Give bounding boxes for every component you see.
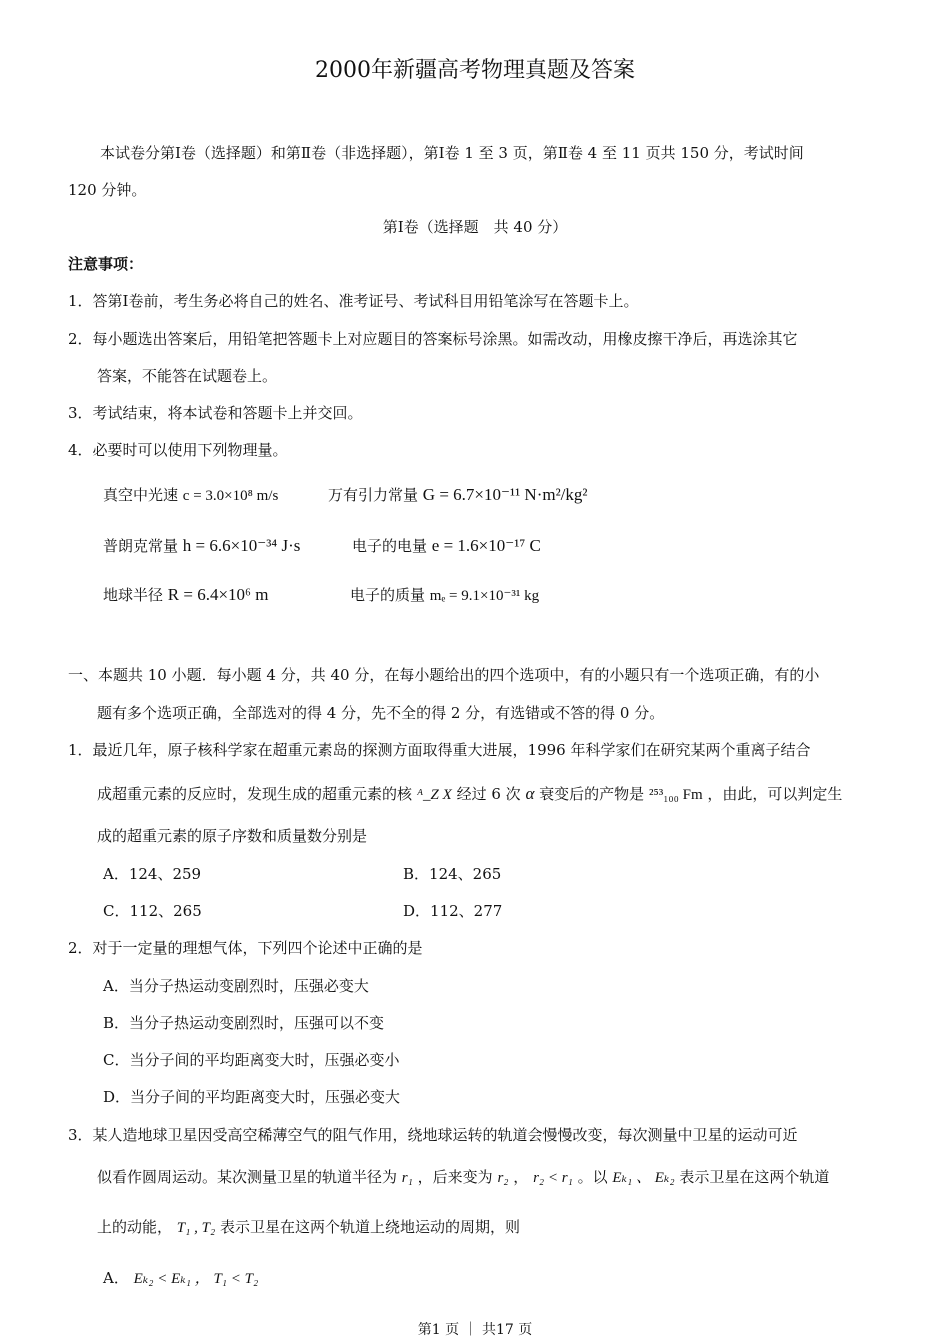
constant-me-label: 电子的质量 xyxy=(350,586,426,604)
q1-text: 成超重元素的反应时，发现生成的超重元素的核 xyxy=(97,785,413,803)
q3-text: 。以 xyxy=(577,1168,608,1186)
note-item: 4．必要时可以使用下列物理量。 xyxy=(68,441,288,459)
q3-text: ，后来变为 xyxy=(417,1168,493,1186)
q3-line-1: 3．某人造地球卫星因受高空稀薄空气的阻气作用，绕地球运转的轨道会慢慢改变，每次测量中卫星的运动可近 xyxy=(68,1126,798,1144)
r1-symbol: r₁ xyxy=(401,1170,413,1186)
constant-me xyxy=(350,586,539,605)
constant-e xyxy=(352,536,541,556)
fm-symbol: ²⁵³₁₀₀ Fm xyxy=(648,787,703,803)
constant-R-label: 地球半径 xyxy=(103,586,164,604)
q2-option-c: C．当分子间的平均距离变大时，压强必变小 xyxy=(103,1051,400,1069)
constant-h xyxy=(103,536,300,556)
q1-line-1: 1．最近几年，原子核科学家在超重元素岛的探测方面取得重大进展，1996 年科学家们在研究某两个重离子结合 xyxy=(68,741,811,759)
q1-text: 衰变后的产物是 xyxy=(539,785,645,803)
q3-option-a-math: Eₖ₂ < Eₖ₁ ， T₁ < T₂ xyxy=(133,1271,259,1287)
q2-option-b: B．当分子热运动变剧烈时，压强可以不变 xyxy=(103,1014,385,1032)
constant-e-value: e = 1.6×10⁻¹⁷ C xyxy=(431,536,541,555)
note-item: 1．答第Ⅰ卷前，考生务必将自己的姓名、准考证号、考试科目用铅笔涂写在答题卡上。 xyxy=(68,292,639,310)
page-title: 2000年新疆高考物理真题及答案 xyxy=(315,58,635,83)
constant-c-label: 真空中光速 xyxy=(103,486,179,504)
q1-text: 经过 6 次 xyxy=(456,785,521,803)
q3-option-a xyxy=(103,1269,258,1288)
q1-line-2 xyxy=(97,784,842,804)
q1-option-d: D．112、277 xyxy=(403,902,503,920)
constant-me-value: mₑ = 9.1×10⁻³¹ kg xyxy=(429,588,540,604)
q3-text: 上的动能， xyxy=(97,1218,173,1236)
intro-line-1: 本试卷分第Ⅰ卷（选择题）和第Ⅱ卷（非选择题），第Ⅰ卷 1 至 3 页，第Ⅱ卷 4 至 11 页共 150 分，考试时间 xyxy=(100,144,804,162)
q3-option-a-label: A． xyxy=(103,1269,129,1287)
constant-G xyxy=(328,485,588,505)
q1-option-b: B．124、265 xyxy=(403,865,502,883)
q2-option-a: A．当分子热运动变剧烈时，压强必变大 xyxy=(103,977,369,995)
constant-h-value: h = 6.6×10⁻³⁴ J·s xyxy=(182,536,301,555)
q1-line-3: 成的超重元素的原子序数和质量数分别是 xyxy=(97,827,368,845)
r2-symbol: r₂ xyxy=(497,1170,509,1186)
ek-symbols: Eₖ₁ 、 Eₖ₂ xyxy=(612,1170,675,1186)
constant-G-label: 万有引力常量 xyxy=(328,486,419,504)
alpha-symbol: α xyxy=(525,784,535,803)
constant-c xyxy=(103,486,278,505)
q3-text: 表示卫星在这两个轨道 xyxy=(679,1168,830,1186)
constant-h-label: 普朗克常量 xyxy=(103,537,179,555)
note-item: 答案，不能答在试题卷上。 xyxy=(97,367,278,385)
section1-line-2: 题有多个选项正确，全部选对的得 4 分，先不全的得 2 分，有选错或不答的得 0 分。 xyxy=(97,704,665,722)
q2-option-d: D．当分子间的平均距离变大时，压强必变大 xyxy=(103,1088,401,1106)
constant-R xyxy=(103,585,268,605)
notes-heading: 注意事项： xyxy=(68,255,144,273)
q3-line-2: 似看作圆周运动。某次测量卫星的轨道半径为 r₁ ，后来变为 r₂ ， r₂ < r₁ 。以 Eₖ₁ 、 Eₖ₂ 表示卫星在这两个轨道 xyxy=(97,1168,830,1186)
constant-e-label: 电子的电量 xyxy=(352,537,428,555)
page-footer: 第1 页 ｜ 共17 页 xyxy=(417,1322,533,1338)
q3-text: 表示卫星在这两个轨道上绕地运动的周期，则 xyxy=(219,1218,520,1236)
constant-c-value: c = 3.0×10⁸ m/s xyxy=(182,488,279,504)
period-symbols: T₁ , T₂ xyxy=(176,1220,216,1236)
q1-text: ，由此，可以判定生 xyxy=(707,785,843,803)
r-condition: r₂ < r₁ xyxy=(533,1170,573,1186)
constant-G-value: G = 6.7×10⁻¹¹ N·m²/kg² xyxy=(422,485,588,504)
q3-line-3 xyxy=(97,1218,520,1237)
intro-line-2: 120 分钟。 xyxy=(68,181,147,199)
part1-heading: 第Ⅰ卷（选择题 共 40 分） xyxy=(382,218,568,236)
nucleus-symbol: ᴬ_Z X xyxy=(416,787,452,803)
section1-line-1: 一、本题共 10 小题．每小题 4 分，共 40 分，在每小题给出的四个选项中，有的小题只有一个选项正确，有的小 xyxy=(68,666,820,684)
q1-option-c: C．112、265 xyxy=(103,902,202,920)
note-item: 3．考试结束，将本试卷和答题卡上并交回。 xyxy=(68,404,363,422)
q3-text: 似看作圆周运动。某次测量卫星的轨道半径为 xyxy=(97,1168,398,1186)
q1-option-a: A．124、259 xyxy=(103,865,202,883)
note-item: 2．每小题选出答案后，用铅笔把答题卡上对应题目的答案标号涂黑。如需改动，用橡皮擦干净后，再选涂其它 xyxy=(68,330,798,348)
q2-stem: 2．对于一定量的理想气体，下列四个论述中正确的是 xyxy=(68,939,423,957)
constant-R-value: R = 6.4×10⁶ m xyxy=(167,585,269,604)
